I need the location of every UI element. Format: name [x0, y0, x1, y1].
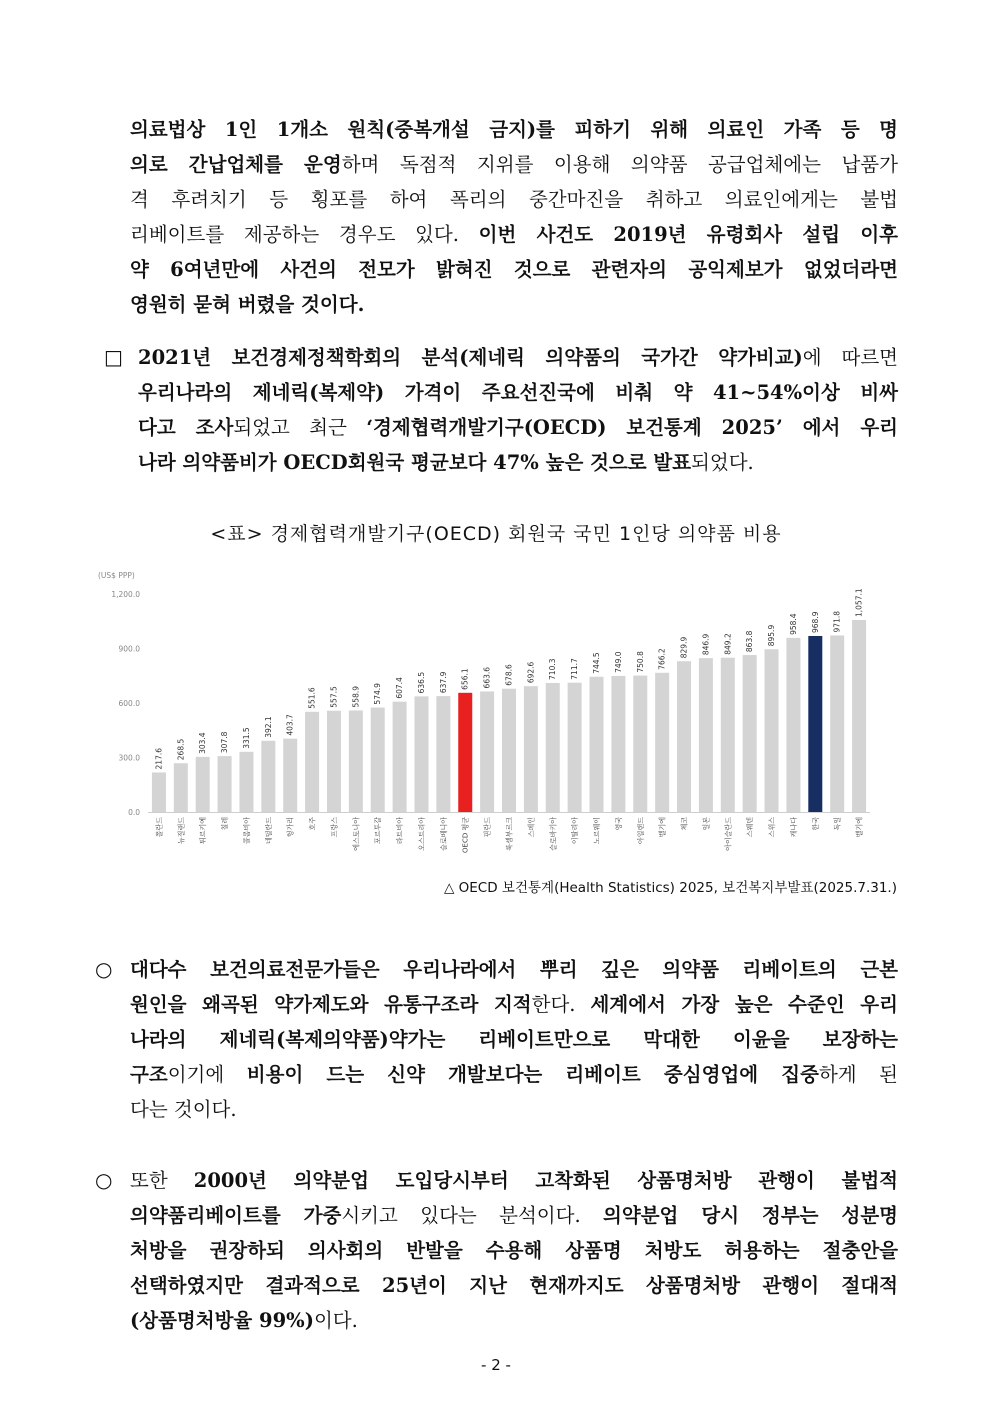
bar-value-label: 656.1 [460, 668, 470, 690]
text-line: 선택하였지만 결과적으로 25년이 지난 현재까지도 상품명처방 관행이 절대적 [130, 1274, 898, 1297]
bar-value-label: 403.7 [285, 714, 295, 736]
text-line: 우리나라의 제네릭(복제약) 가격이 주요선진국에 비춰 약 41~54%이상 비싸 [138, 381, 898, 404]
x-tick-label: 뉴질랜드 [177, 817, 186, 845]
text-line: 구조이기에 비용이 드는 신약 개발보다는 리베이트 중심영업에 집중하게 된 [130, 1063, 898, 1086]
bar-value-label: 551.6 [307, 687, 317, 709]
oecd-drug-cost-bar-chart [90, 566, 880, 856]
x-tick-label: 벨기에 [855, 817, 864, 838]
bar [414, 696, 428, 812]
x-tick-label: 슬로베니아 [439, 817, 448, 851]
bar-value-label: 749.0 [613, 651, 623, 673]
y-unit-label: (US$ PPP) [98, 571, 135, 580]
bar [305, 712, 319, 812]
x-tick-label: 캐나다 [789, 817, 798, 838]
x-tick-label: 라트비아 [396, 817, 405, 845]
x-tick-label: 튀르키예 [199, 817, 208, 845]
x-tick-label: 칠레 [221, 817, 230, 831]
bar [852, 620, 866, 812]
x-tick-label: 룩셈부르크 [505, 817, 514, 851]
bar [808, 636, 822, 812]
bar-value-label: 1,057.1 [854, 588, 864, 617]
chart-source: △ OECD 보건통계(Health Statistics) 2025, 보건복지부발표(2025.7.31.) [443, 880, 897, 896]
text-line: 처방을 권장하되 의사회의 반발을 수용해 상품명 처방도 허용하는 절충안을 [130, 1239, 898, 1262]
bar-value-label: 744.5 [592, 652, 602, 674]
bar [152, 772, 166, 812]
bar [174, 763, 188, 812]
circle-bullet-icon: ○ [95, 957, 113, 981]
bar-value-label: 678.6 [504, 664, 514, 686]
bar-value-label: 607.4 [395, 677, 405, 699]
x-tick-label: OECD 평균 [461, 817, 470, 853]
bar [458, 693, 472, 812]
bar-value-label: 711.7 [570, 658, 580, 680]
x-tick-label: 호주 [308, 817, 317, 831]
text-line: 대다수 보건의료전문가들은 우리나라에서 뿌리 깊은 의약품 리베이트의 근본 [130, 958, 898, 981]
text-line: 나라의 제네릭(복제의약품)약가는 리베이트만으로 막대한 이윤을 보장하는 [130, 1028, 898, 1051]
paragraph-expert-opinion [130, 952, 898, 1127]
bar-value-label: 863.8 [745, 630, 755, 653]
bar-value-label: 307.8 [220, 731, 230, 754]
x-tick-label: 오스트리아 [417, 817, 426, 851]
bar [283, 739, 297, 812]
bar [677, 661, 691, 812]
x-tick-label: 프랑스 [330, 817, 339, 838]
text-line: 리베이트를 제공하는 경우도 있다. 이번 사건도 2019년 유령회사 설립 이후 [130, 223, 899, 246]
x-tick-label: 네덜란드 [264, 817, 273, 845]
text-line: 의약품리베이트를 가중시키고 있다는 분석이다. 의약분업 당시 정부는 성분명 [130, 1204, 898, 1227]
chart-title: <표> 경제협력개발기구(OECD) 회원국 국민 1인당 의약품 비용 [210, 523, 782, 545]
bar-value-label: 846.9 [701, 633, 711, 656]
circle-bullet-icon: ○ [95, 1168, 113, 1192]
x-tick-label: 포르투갈 [374, 817, 383, 845]
y-tick-label: 0.0 [128, 808, 140, 817]
page-number: - 2 - [481, 1356, 511, 1374]
bar-value-label: 895.9 [767, 624, 777, 647]
text-line: 다고 조사되었고 최근 ‘경제협력개발기구(OECD) 보건통계 2025’ 에서 우리 [138, 416, 898, 439]
text-line: 의료법상 1인 1개소 원칙(중복개설 금지)를 피하기 위해 의료인 가족 등 명 [130, 118, 898, 141]
x-tick-label: 독일 [833, 817, 842, 831]
bar [393, 702, 407, 812]
y-tick-label: 900.0 [118, 644, 140, 654]
y-tick-label: 300.0 [118, 753, 140, 763]
bar [349, 710, 363, 812]
bar [196, 757, 210, 812]
text-line: 원인을 왜곡된 약가제도와 유통구조라 지적한다. 세계에서 가장 높은 수준인 우리 [130, 993, 898, 1016]
x-tick-label: 슬로바키아 [549, 817, 558, 851]
text-line: 2021년 보건경제정책학회의 분석(제네릭 의약품의 국가간 약가비교)에 따르면 [138, 346, 898, 369]
bar [633, 676, 647, 812]
x-tick-label: 아일랜드 [636, 817, 645, 845]
bar [218, 756, 232, 812]
bar [261, 741, 275, 812]
x-tick-label: 헝가리 [286, 817, 295, 838]
square-bullet-icon: □ [104, 345, 123, 369]
bar [546, 683, 560, 812]
bar-value-label: 636.5 [416, 671, 426, 694]
bar [590, 677, 604, 812]
text-line: 나라 의약품비가 OECD회원국 평균보다 47% 높은 것으로 발표되었다. [138, 451, 754, 474]
text-line: 격 후려치기 등 횡포를 하여 폭리의 중간마진을 취하고 의료인에게는 불법 [130, 188, 898, 211]
bar [436, 696, 450, 812]
bar [239, 752, 253, 812]
bar-value-label: 392.1 [263, 716, 273, 738]
bar-value-label: 558.9 [351, 685, 361, 708]
bar-value-label: 968.9 [810, 611, 820, 633]
x-tick-label: 벨기에 [658, 817, 667, 838]
bar-value-label: 766.2 [657, 648, 667, 670]
x-tick-label: 일본 [702, 817, 711, 831]
paragraph-rebate-structure [130, 112, 898, 322]
x-tick-label: 폴란드 [155, 817, 164, 838]
bar-value-label: 557.5 [329, 686, 339, 708]
y-tick-label: 600.0 [118, 699, 140, 708]
bar [502, 689, 516, 812]
x-tick-label: 핀란드 [483, 817, 492, 838]
bar [655, 673, 669, 812]
bar-value-label: 692.6 [526, 661, 536, 684]
bar [721, 658, 735, 812]
bar-value-label: 303.4 [198, 732, 208, 754]
bar-value-label: 971.8 [832, 610, 842, 633]
bar-value-label: 331.5 [241, 727, 251, 749]
x-tick-label: 아이슬란드 [724, 817, 733, 851]
x-tick-label: 한국 [811, 817, 820, 831]
bar [765, 649, 779, 812]
paragraph-brand-prescription [130, 1163, 898, 1338]
bar [699, 658, 713, 812]
bar-value-label: 829.9 [679, 636, 689, 659]
bar [743, 655, 757, 812]
bar-value-label: 268.5 [176, 738, 186, 761]
text-line: 약 6여년만에 사건의 전모가 밝혀진 것으로 관련자의 공익제보가 없었더라면 [130, 258, 898, 281]
bar [524, 686, 538, 812]
bar-value-label: 958.4 [788, 613, 798, 635]
text-line: 또한 2000년 의약분업 도입당시부터 고착화된 상품명처방 관행이 불법적 [130, 1169, 898, 1192]
bar [786, 638, 800, 812]
bar [480, 691, 494, 812]
text-line: (상품명처방율 99%)이다. [130, 1309, 358, 1332]
paragraph-generic-price-analysis [138, 340, 898, 480]
x-tick-label: 이탈리아 [571, 817, 580, 845]
x-tick-label: 에스토니아 [352, 817, 361, 851]
bar [371, 708, 385, 812]
bar-value-label: 750.8 [635, 651, 645, 673]
x-tick-label: 스위스 [768, 817, 777, 838]
bar-value-label: 637.9 [438, 671, 448, 694]
bar-value-label: 710.3 [548, 658, 558, 680]
bar-value-label: 849.2 [723, 633, 733, 655]
x-tick-label: 스페인 [527, 817, 536, 838]
x-tick-label: 체코 [680, 817, 689, 831]
bar [830, 635, 844, 812]
x-tick-label: 영국 [614, 817, 623, 831]
bar [611, 676, 625, 812]
bar [568, 683, 582, 812]
x-tick-label: 스웨덴 [746, 817, 755, 838]
bar-value-label: 663.6 [482, 666, 492, 689]
text-line: 다는 것이다. [130, 1098, 237, 1121]
text-line: 영원히 묻혀 버렸을 것이다. [130, 293, 365, 316]
bar-value-label: 217.6 [154, 747, 164, 770]
x-tick-label: 콜롬비아 [242, 817, 251, 845]
y-tick-label: 1,200.0 [111, 590, 140, 599]
text-line: 의로 간납업체를 운영하며 독점적 지위를 이용해 의약품 공급업체에는 납품가 [130, 153, 898, 176]
x-tick-label: 노르웨이 [593, 817, 602, 845]
bar [327, 711, 341, 812]
bar-value-label: 574.9 [373, 683, 383, 705]
